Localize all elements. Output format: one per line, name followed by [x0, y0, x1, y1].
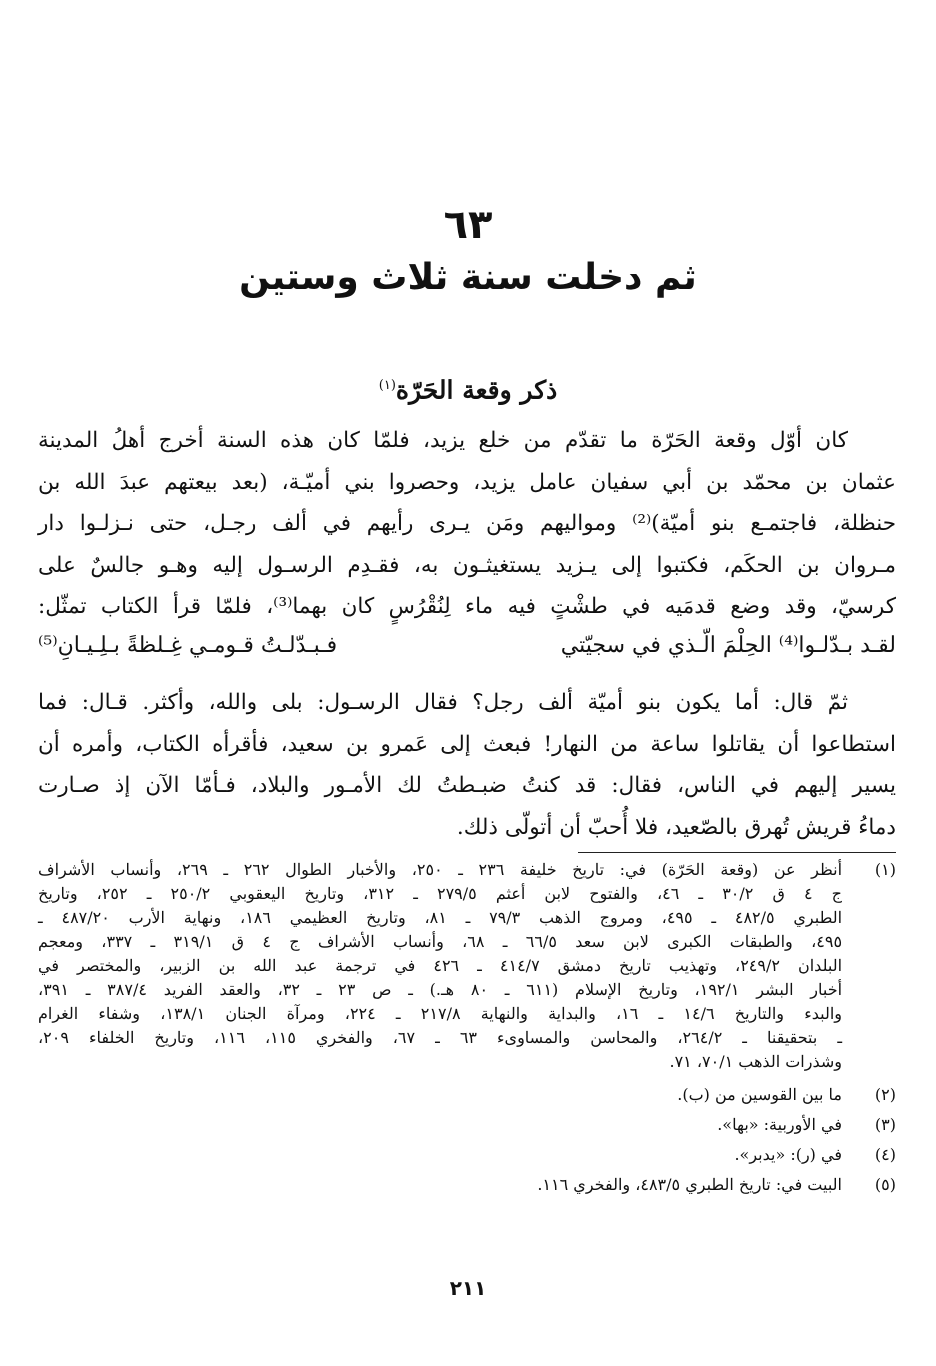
chapter-title: ثم دخلت سنة ثلاث وستين: [239, 257, 697, 298]
section-note-ref: (١): [378, 378, 396, 393]
paragraph-2: [38, 682, 896, 848]
footnote-5: [38, 1170, 896, 1200]
footnote-2: [38, 1080, 896, 1110]
footnote-line: ج ٤ ق ٣٠/٢ ـ ٤٦، والفتوح لابن أعثم ٢٧٩/٥ ـ ٣١٢، وتاريخ اليعقوبي ٢٥٠/٢ ـ ٢٥٢، وتاريخ: [38, 884, 843, 903]
footnote-line: ٤٩٥، والطبقات الكبرى لابن سعد ٦٦/٥ ـ ٦٨، وأنساب الأشراف ج ٤ ق ٣١٩/١ ـ ٣٣٧، ومعجم: [38, 932, 843, 951]
page-number: ٢١١: [449, 1276, 487, 1300]
verse-second-hemistich: فـبـدّلـتُ قـومـي غِـلظةً بـلِـيـانِ⁽⁵⁾: [38, 633, 338, 658]
footnote-line: أخبار البشر ١٩٢/١، وتاريخ الإسلام (٦١١ ـ ٨٠ هـ.) ـ ص ٢٣ ـ ٣٢، والعقد الفريد ٣٨٧/٤ ـ ٣٩١،: [38, 980, 843, 999]
section-heading-text: ذكر وقعة الحَرّة: [395, 375, 558, 405]
footnote-line: في الأوربية: «بها».: [717, 1115, 842, 1134]
paragraph-line: حنظلة، فاجتمـع بنو أميّة)⁽²⁾ ومواليهم ومَن يـرى رأيهم في ألف رجـل، حتى نـزلـوا دار: [38, 511, 896, 536]
paragraph-line: كرسيّ، وقد وضع قدمَيه في طشْتٍ فيه ماء لِنُقْرُسٍ كان بهما⁽³⁾، فلمّا قرأ الكتاب تمثّل:: [38, 594, 897, 619]
footnote-number: (٤): [874, 1145, 896, 1164]
footnote-number: (١): [874, 860, 896, 879]
footnote-number: (٣): [874, 1115, 896, 1134]
footnote-line: وشذرات الذهب ٧٠/١، ٧١.: [669, 1052, 842, 1071]
footnote-line: والبدء والتاريخ ١٤/٦ ـ ١٦، والبداية والنهاية ٢١٧/٨ ـ ٢٢٤، ومرآة الجنان ١٣٨/١، وشفاء الغرام: [38, 1004, 843, 1023]
footnote-number: (٢): [874, 1085, 896, 1104]
paragraph-line: مـروان بن الحكَم، فكتبوا إلى يـزيد يستغيثـون به، فقـدِم الرسـول إليه وهـو جالسٌ على: [38, 552, 896, 578]
footnote-line: البيت في: تاريخ الطبري ٤٨٣/٥، والفخري ١١٦.: [537, 1175, 842, 1194]
footnotes: [38, 858, 896, 1200]
footnote-line: في (ر): «يدبر».: [734, 1145, 842, 1164]
footnote-line: البلدان ٢٤٩/٢، وتهذيب تاريخ دمشق ٤١٤/٧ ـ ٤٢٦ في ترجمة عبد الله بن الزبير، والمختصر في: [38, 956, 843, 975]
verse-first-hemistich: لقـد بـدّلـوا⁽⁴⁾ الحِلْمَ الّـذي في سجيّتي: [560, 633, 896, 658]
paragraph-line: كان أوّل وقعة الحَرّة ما تقدّم من خلع يزيد، فلمّا كان هذه السنة أخرج أهلُ المدينة: [38, 428, 848, 453]
paragraph-line: دماءُ قريش تُهرق بالصّعيد، فلا أُحبّ أن أتولّى ذلك.: [456, 814, 896, 840]
paragraph-line: ثمّ قال: أما يكون بنو أميّة ألف رجل؟ فقال الرسـول: بلى والله، وأكثر. قـال: فما: [38, 690, 848, 715]
footnote-1: [38, 858, 896, 1074]
footnote-separator: [578, 852, 896, 853]
footnote-4: [38, 1140, 896, 1170]
footnote-line: أنظر عن (وقعة الحَرّة) في: تاريخ خليفة ٢٣٦ ـ ٢٥٠، والأخبار الطوال ٢٦٢ ـ ٢٦٩، وأنساب الأشراف: [38, 860, 843, 879]
footnote-line: الطبري ٤٨٢/٥ ـ ٤٩٥، ومروج الذهب ٧٩/٣ ـ ٨١، وتاريخ العظيمي ١٨٦، ونهاية الأرب ٤٨٧/٢٠ ـ: [38, 908, 843, 927]
chapter-number: ٦٣: [443, 202, 493, 248]
paragraph-line: عثمان بن محمّد بن أبي سفيان عامل يزيد، وحصروا بني أميّـة، (بعد بيعتهم عبدَ الله بن: [38, 469, 896, 495]
footnote-number: (٥): [874, 1175, 896, 1194]
footnote-3: [38, 1110, 896, 1140]
footnote-line: ـ بتحقيقنا ـ ٢٦٤/٢، والمحاسن والمساوىء ٦٣ ـ ٦٧، والفخري ١١٥، ١١٦، وتاريخ الخلفاء ٢٠٩،: [38, 1028, 843, 1047]
section-heading: [0, 366, 936, 410]
paragraph-1: [38, 420, 896, 628]
paragraph-line: يسير إليهم في الناس، فقال: قد كنتُ ضبـطتُ لك الأمـور والبلاد، فـأمّا الآن إذ صـارت: [38, 773, 896, 798]
poetry-verse: [38, 624, 896, 668]
footnote-line: ما بين القوسين من (ب).: [677, 1085, 842, 1104]
paragraph-line: استطاعوا أن يقاتلوا ساعة من النهار! فبعث إلى عَمرو بن سعيد، فأقرأه الكتاب، وأمره أن: [38, 731, 896, 757]
